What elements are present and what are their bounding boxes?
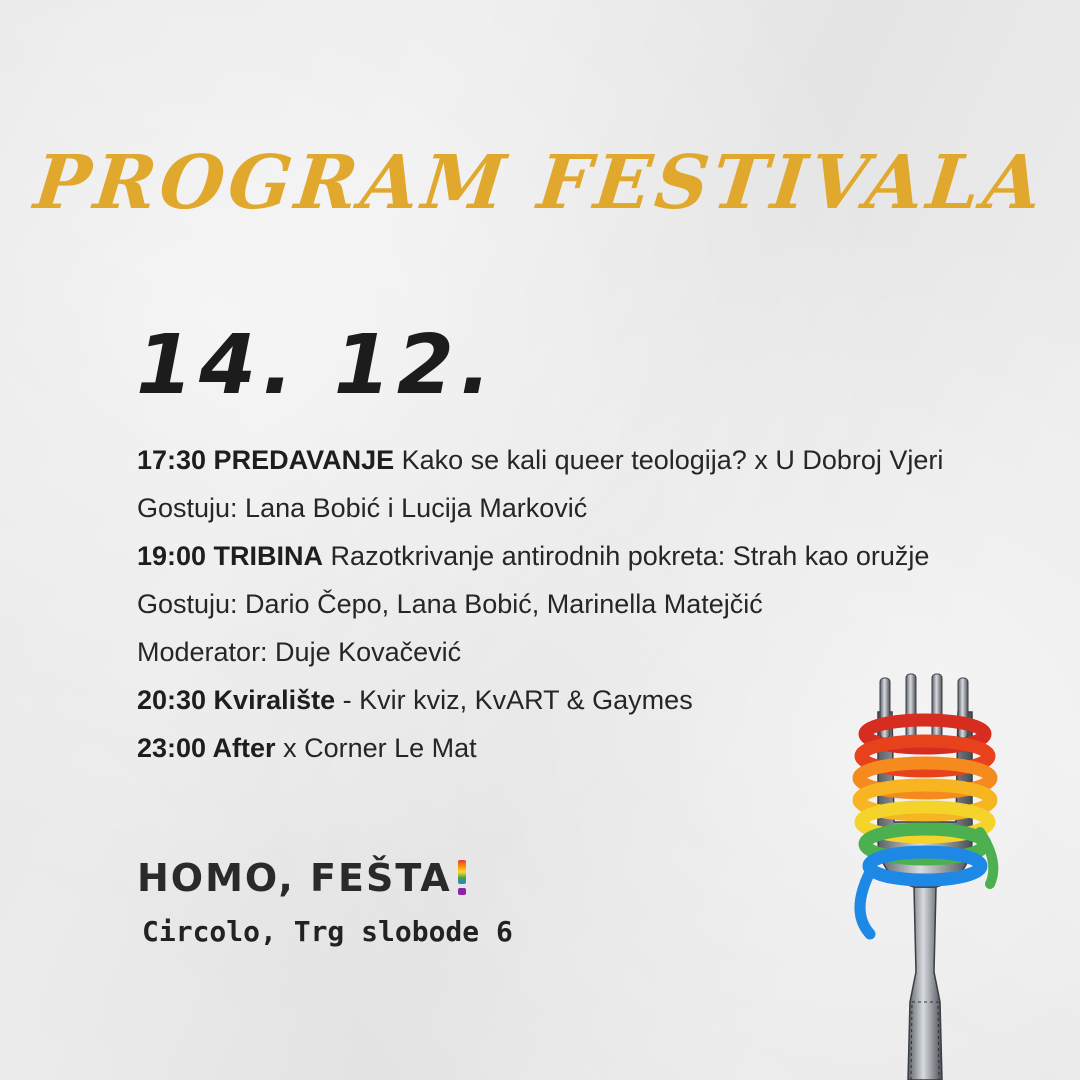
rainbow-exclamation-icon xyxy=(458,860,466,894)
program-list xyxy=(137,436,943,772)
program-item-text: Razotkrivanje antirodnih pokreta: Strah kao oružje xyxy=(323,541,930,571)
program-item-text: Kako se kali queer teologija? x U Dobroj Vjeri xyxy=(394,445,944,475)
program-item-guests: Gostuju: Lana Bobić i Lucija Marković xyxy=(137,493,588,523)
event-date: 14. 12. xyxy=(136,318,498,413)
venue-address: Circolo, Trg slobode 6 xyxy=(142,915,513,948)
program-item-text: x Corner Le Mat xyxy=(275,733,477,763)
page-title: PROGRAM FESTIVALA xyxy=(30,140,1050,226)
program-item-quiz xyxy=(137,676,943,724)
program-item-text: - Kvir kviz, KvART & Gaymes xyxy=(335,685,693,715)
program-item-time: 19:00 TRIBINA xyxy=(137,541,324,571)
festival-logo xyxy=(137,856,466,900)
program-item-guests: Gostuju: Dario Čepo, Lana Bobić, Marinella Matejčić xyxy=(137,589,763,619)
program-item-time: 23:00 After xyxy=(137,733,276,763)
program-item-panel xyxy=(137,532,943,580)
program-item-time: 17:30 PREDAVANJE xyxy=(137,445,395,475)
program-item-lecture xyxy=(137,436,943,484)
festival-logo-text: HOMO, FEŠTA xyxy=(137,856,452,900)
program-item-time: 20:30 Kviralište xyxy=(137,685,336,715)
rainbow-pasta-fork-icon xyxy=(840,672,1010,1080)
program-item-moderator: Moderator: Duje Kovačević xyxy=(137,637,462,667)
program-item-after xyxy=(137,724,943,772)
